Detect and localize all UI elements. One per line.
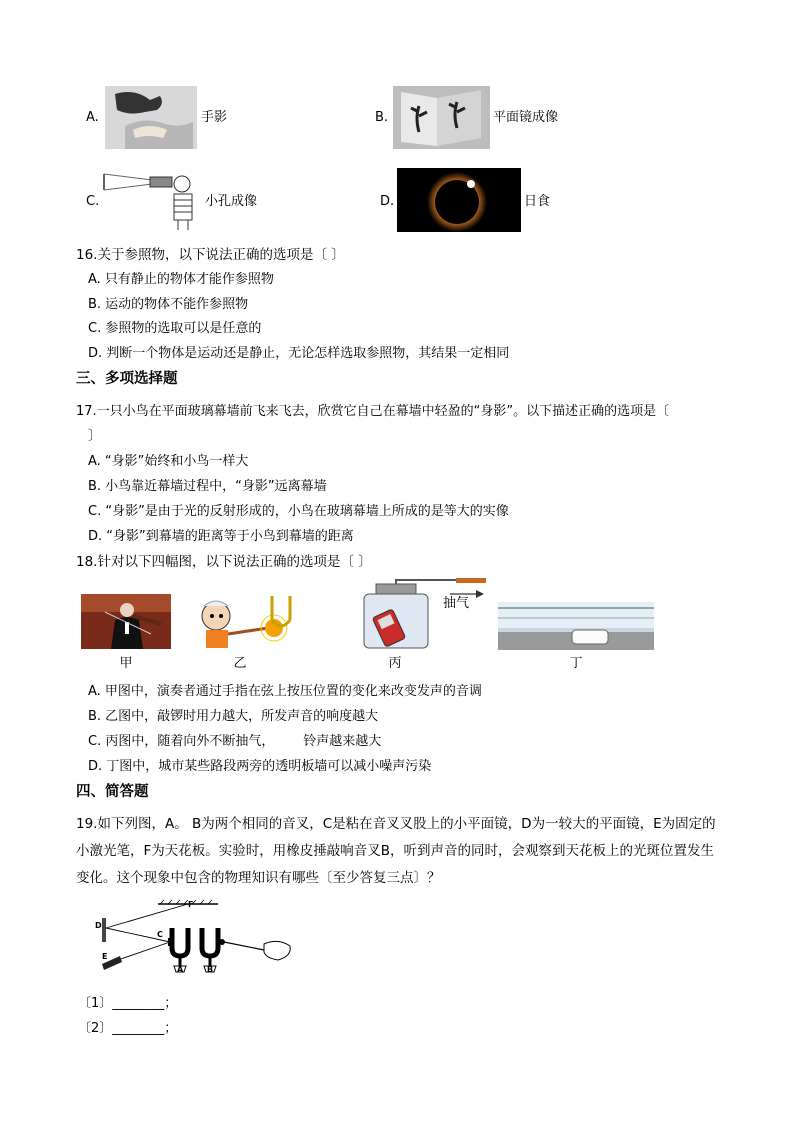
q18-option-b: B. 乙图中，敲锣时用力越大，所发声音的响度越大	[88, 709, 379, 724]
q18-option-c: C. 丙图中，随着向外不断抽气， 铃声越来越大	[88, 734, 382, 749]
diagram-label-f: F	[188, 900, 194, 909]
q18-stem: 18.针对以下四幅图，以下说法正确的选项是〔 〕	[76, 554, 372, 570]
sound-barrier-image	[498, 602, 654, 650]
q18-option-d: D. 丁图中，城市某些路段两旁的透明板墙可以减小噪声污染	[88, 759, 432, 774]
solar-eclipse-image	[397, 168, 521, 232]
option-b-caption: 平面镜成像	[493, 110, 559, 125]
q17-option-b: B. 小鸟靠近幕墙过程中，“身影”远离幕墙	[88, 479, 327, 494]
option-a-caption: 手影	[201, 110, 228, 125]
gong-striking-image	[190, 594, 310, 649]
q17-option-d: D. “身影”到幕墙的距离等于小鸟到幕墙的距离	[88, 529, 354, 544]
option-a-letter: A.	[86, 110, 99, 125]
figure-label-bing: 丙	[388, 656, 402, 671]
option-d-letter: D.	[380, 194, 395, 209]
option-c-caption: 小孔成像	[205, 194, 258, 209]
q17-option-a: A. “身影”始终和小鸟一样大	[88, 454, 249, 469]
figure-label-yi: 乙	[233, 656, 247, 671]
option-d-caption: 日食	[524, 194, 551, 209]
option-c-letter: C.	[86, 194, 100, 209]
q16-option-b: B. 运动的物体不能作参照物	[88, 297, 249, 312]
figure-label-jia: 甲	[119, 656, 133, 671]
q16-option-c: C. 参照物的选取可以是任意的	[88, 321, 262, 336]
q19-text: 19.如下列图，A。 B为两个相同的音叉，C是粘在音叉叉股上的小平面镜，D为一较大的平面镜，E为固定的小激光笔，F为天花板。实验时，用橡皮捶敲响音叉B，听到声音的同时，会观察到天花板上的光斑位置发生变化。这个现象中包含的物理知识有哪些〔至少答复三点〕？	[76, 816, 716, 886]
tuning-fork-diagram	[88, 898, 298, 978]
diagram-label-c: C	[157, 930, 163, 939]
q17-option-c: C. “身影”是由于光的反射形成的，小鸟在玻璃幕墙上所成的是等大的实像	[88, 504, 509, 519]
q16-option-d: D. 判断一个物体是运动还是静止，无论怎样选取参照物，其结果一定相同	[88, 346, 510, 361]
pinhole-camera-image	[102, 168, 202, 232]
q19-answer-2[interactable]: 〔2〕________；	[78, 1021, 178, 1036]
q19-answer-1[interactable]: 〔1〕________；	[78, 996, 178, 1011]
pump-air-label: 抽气	[443, 596, 470, 611]
hand-shadow-image	[105, 86, 197, 149]
q17-stem: 17.一只小鸟在平面玻璃幕墙前飞来飞去，欣赏它自己在幕墙中轻盈的“身影”。以下描述正确的选项是〔	[76, 404, 670, 419]
bell-jar-image	[360, 578, 490, 650]
q16-option-a: A. 只有静止的物体才能作参照物	[88, 272, 274, 287]
section-heading-short-answer: 四、简答题	[76, 784, 149, 800]
plane-mirror-image	[393, 86, 490, 149]
figure-label-ding: 丁	[569, 656, 583, 671]
violinist-image	[81, 594, 171, 649]
q18-option-a: A. 甲图中，演奏者通过手指在弦上按压位置的变化来改变发声的音调	[88, 684, 482, 699]
diagram-label-b: B	[207, 965, 214, 974]
diagram-label-e: E	[102, 952, 108, 961]
section-heading-multiple-choice: 三、多项选择题	[76, 371, 178, 387]
diagram-label-d: D	[95, 921, 102, 930]
q17-stem-end: 〕	[88, 428, 102, 444]
diagram-label-a: A	[177, 965, 184, 974]
q16-stem: 16.关于参照物，以下说法正确的选项是〔 〕	[76, 247, 345, 263]
option-b-letter: B.	[375, 110, 389, 125]
